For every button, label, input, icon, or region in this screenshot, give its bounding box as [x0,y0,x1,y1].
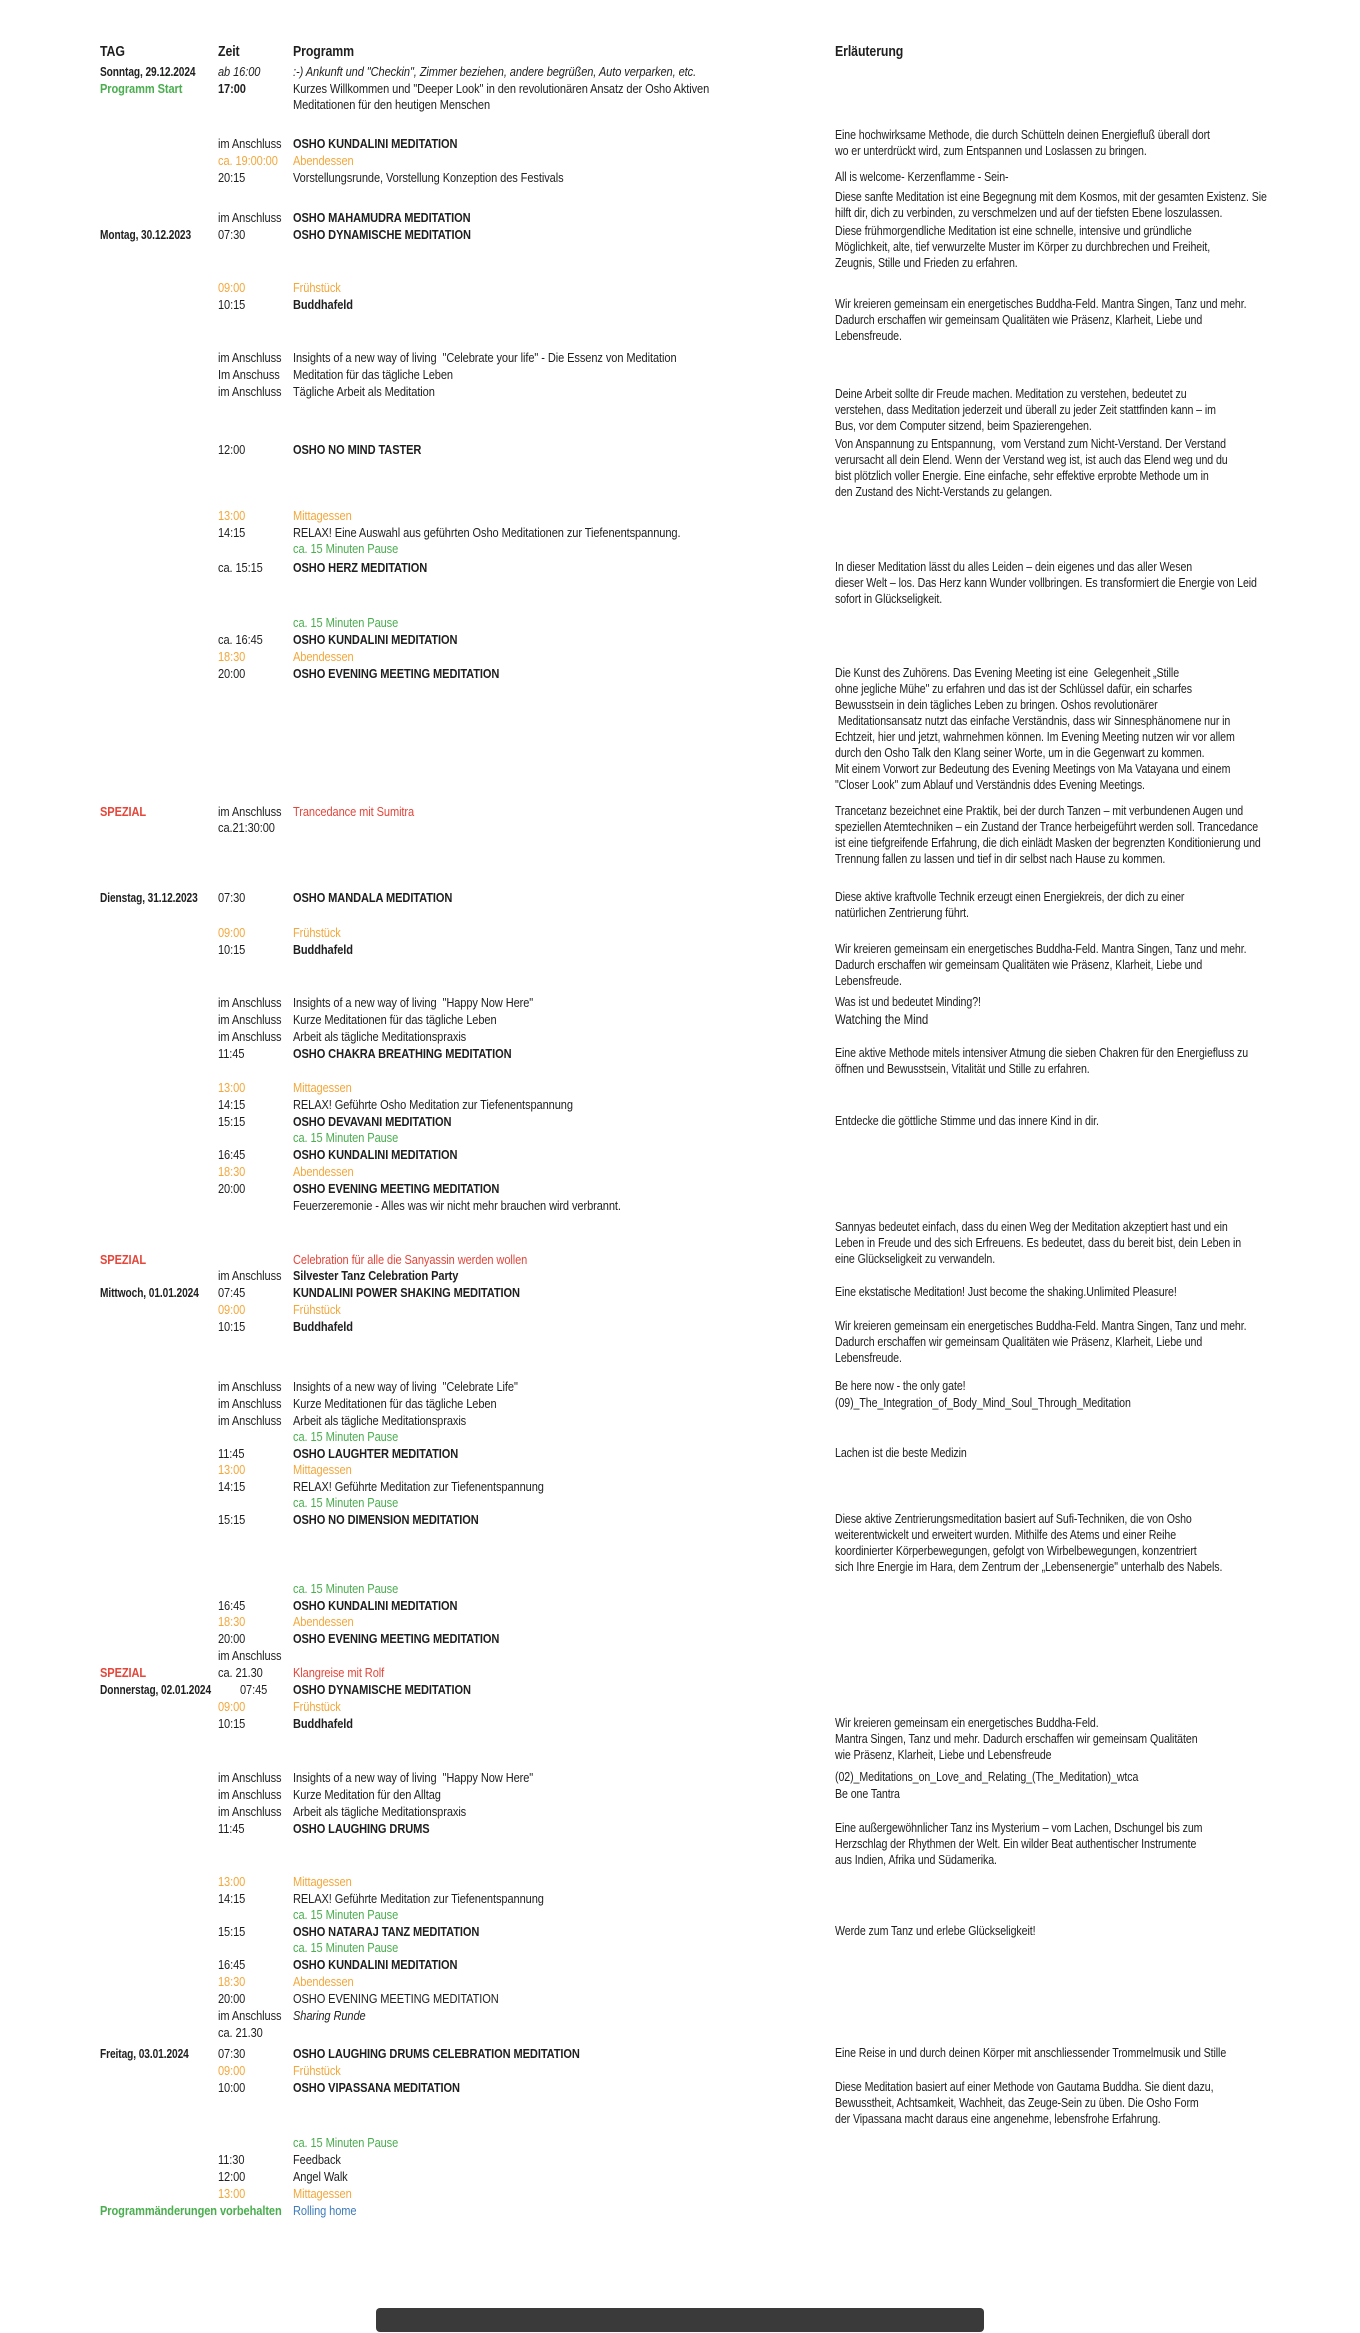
cell-program: OSHO DEVAVANI MEDITATION [293,1114,452,1129]
cell-erlaeuterung: bist plötzlich voller Energie. Eine einfache, sehr effektive erprobte Methode um in [835,469,1209,483]
cell-program: OSHO EVENING MEETING MEDITATION [293,666,500,681]
cell-time: 18:30 [218,1974,246,1989]
cell-erlaeuterung: Echtzeit, hier und jetzt, wahrnehmen können. Im Evening Meeting nutzen wir vor allem [835,730,1235,744]
cell-program: Mittagessen [293,1462,352,1477]
cell-erlaeuterung: Dadurch erschaffen wir gemeinsam Qualitäten wie Präsenz, Klarheit, Liebe und [835,958,1203,972]
cell-erlaeuterung: Wir kreieren gemeinsam ein energetisches Buddha-Feld. Mantra Singen, Tanz und mehr. [835,297,1247,311]
cell-program: Meditationen für den heutigen Menschen [293,97,491,112]
cell-program: Mittagessen [293,1874,352,1889]
cell-day: Programm Start [100,81,183,96]
cell-program: Insights of a new way of living "Celebrate your life" - Die Essenz von Meditation [293,350,677,365]
cell-time: im Anschluss [218,1804,282,1819]
cell-program: RELAX! Geführte Meditation zur Tiefenentspannung [293,1479,544,1494]
cell-program: Abendessen [293,1614,354,1629]
cell-time: 15:15 [218,1114,246,1129]
cell-time: 14:15 [218,1097,246,1112]
cell-time: 09:00 [218,2063,246,2078]
cell-program: Frühstück [293,925,341,940]
cell-program: OSHO EVENING MEETING MEDITATION [293,1631,500,1646]
cell-time: 17:00 [218,81,246,96]
cell-program: Insights of a new way of living "Happy Now Here" [293,995,534,1010]
cell-erlaeuterung: wie Präsenz, Klarheit, Liebe und Lebensfreude [835,1748,1052,1762]
cell-erlaeuterung: der Vipassana macht daraus eine angenehme, lebensfrohe Erfahrung. [835,2112,1161,2126]
cell-erlaeuterung: sofort in Glückseligkeit. [835,592,943,606]
cell-erlaeuterung: Be here now - the only gate! [835,1379,966,1393]
cell-erlaeuterung: Dadurch erschaffen wir gemeinsam Qualitäten wie Präsenz, Klarheit, Liebe und [835,313,1203,327]
cell-day: Freitag, 03.01.2024 [100,2046,189,2061]
cell-time: 11:30 [218,2152,245,2167]
cell-time: 07:45 [240,1682,268,1697]
column-header-tag: TAG [100,44,125,60]
cell-erlaeuterung: Von Anspannung zu Entspannung, vom Verstand zum Nicht-Verstand. Der Verstand [835,437,1226,451]
cell-time: 07:30 [218,890,246,905]
cell-time: 16:45 [218,1598,246,1613]
cell-erlaeuterung: Bewusstsein in dein tägliches Leben zu bringen. Oshos revolutionärer [835,698,1158,712]
cell-program: OSHO KUNDALINI MEDITATION [293,632,458,647]
cell-program: Insights of a new way of living "Celebrate Life" [293,1379,518,1394]
cell-program: Kurze Meditationen für das tägliche Leben [293,1396,497,1411]
cell-day: SPEZIAL [100,1252,147,1267]
cell-erlaeuterung: aus Indien, Afrika und Südamerika. [835,1853,997,1867]
cell-time: 18:30 [218,1164,246,1179]
cell-time: 14:15 [218,1479,246,1494]
cell-time: im Anschluss [218,1029,282,1044]
cell-time: 11:45 [218,1821,245,1836]
cell-erlaeuterung: verstehen, dass Meditation jederzeit und überall zu jeder Zeit stattfinden kann – im [835,403,1216,417]
cell-erlaeuterung: Diese frühmorgendliche Meditation ist eine schnelle, intensive und gründliche [835,224,1192,238]
cell-program: Frühstück [293,1302,341,1317]
cell-program: Celebration für alle die Sanyassin werden wollen [293,1252,528,1267]
cell-erlaeuterung: durch den Osho Talk den Klang seiner Worte, um in die Gegenwart zu kommen. [835,746,1205,760]
cell-erlaeuterung: Eine außergewöhnlicher Tanz ins Mysterium – vom Lachen, Dschungel bis zum [835,1821,1203,1835]
cell-program: RELAX! Eine Auswahl aus geführten Osho Meditationen zur Tiefenentspannung. [293,525,681,540]
cell-program: OSHO KUNDALINI MEDITATION [293,1147,458,1162]
cell-erlaeuterung: wo er unterdrückt wird, zum Entspannen und Loslassen zu bringen. [835,144,1147,158]
cell-erlaeuterung: Wir kreieren gemeinsam ein energetisches Buddha-Feld. Mantra Singen, Tanz und mehr. [835,942,1247,956]
cell-erlaeuterung: verursacht all dein Elend. Wenn der Verstand weg ist, ist auch das Elend weg und du [835,453,1228,467]
cell-program: ca. 15 Minuten Pause [293,1495,399,1510]
cell-program: Klangreise mit Rolf [293,1665,385,1680]
cell-erlaeuterung: Lebensfreude. [835,1351,902,1365]
cell-program: OSHO KUNDALINI MEDITATION [293,1957,458,1972]
cell-erlaeuterung: Bus, vor dem Computer sitzend, beim Spazierengehen. [835,419,1092,433]
cell-time: 16:45 [218,1147,246,1162]
cell-program: ca. 15 Minuten Pause [293,1581,399,1596]
cell-erlaeuterung: (02)_Meditations_on_Love_and_Relating_(The_Meditation)_wtca [835,1770,1139,1784]
cell-program: Frühstück [293,1699,341,1714]
cell-program: Buddhafeld [293,297,353,312]
cell-time: im Anschluss [218,350,282,365]
cell-erlaeuterung: Leben in Freude und des sich Erfreuens. Es bedeutet, dass du bereit bist, dein Leben in [835,1236,1242,1250]
cell-time: ca. 16:45 [218,632,263,647]
cell-time: 12:00 [218,442,246,457]
cell-time: ca. 15:15 [218,560,263,575]
cell-program: ca. 15 Minuten Pause [293,1429,399,1444]
bottom-bar [376,2308,984,2332]
cell-program: Frühstück [293,280,341,295]
cell-time: 13:00 [218,1462,246,1477]
cell-time: 09:00 [218,1302,246,1317]
cell-time: im Anschluss [218,136,282,151]
cell-program: Abendessen [293,1164,354,1179]
cell-day: Montag, 30.12.2023 [100,227,192,242]
cell-program: Silvester Tanz Celebration Party [293,1268,459,1283]
cell-time: 20:00 [218,1181,246,1196]
cell-time: 20:00 [218,1631,246,1646]
cell-program: OSHO LAUGHTER MEDITATION [293,1446,459,1461]
cell-program: Vorstellungsrunde, Vorstellung Konzeption des Festivals [293,170,564,185]
cell-erlaeuterung: Diese sanfte Meditation ist eine Begegnung mit dem Kosmos, mit der gesamten Existenz. Sie [835,190,1267,204]
cell-erlaeuterung: ohne jegliche Mühe" zu erfahren und das ist der Schlüssel dafür, ein scharfes [835,682,1192,696]
cell-program: Arbeit als tägliche Meditationspraxis [293,1804,467,1819]
cell-program: Rolling home [293,2203,357,2218]
cell-time: 11:45 [218,1446,245,1461]
cell-time: 18:30 [218,649,246,664]
cell-erlaeuterung: sich Ihre Energie im Hara, dem Zentrum der „Lebensenergie" unterhalb des Nabels. [835,1560,1223,1574]
cell-time: im Anschluss [218,995,282,1010]
cell-erlaeuterung: speziellen Atemtechniken – ein Zustand der Trance herbeigeführt werden soll. Trancedance [835,820,1259,834]
cell-program: OSHO HERZ MEDITATION [293,560,428,575]
cell-time: 11:45 [218,1046,245,1061]
cell-time: 10:00 [218,2080,246,2095]
cell-erlaeuterung: Wir kreieren gemeinsam ein energetisches Buddha-Feld. Mantra Singen, Tanz und mehr. [835,1319,1247,1333]
cell-program: OSHO NO MIND TASTER [293,442,422,457]
cell-program: Meditation für das tägliche Leben [293,367,453,382]
cell-program: OSHO DYNAMISCHE MEDITATION [293,227,471,242]
cell-erlaeuterung: Bewusstheit, Achtsamkeit, Wachheit, das Zeuge-Sein zu üben. Die Osho Form [835,2096,1199,2110]
cell-time: 18:30 [218,1614,246,1629]
cell-erlaeuterung: Möglichkeit, alte, tief verwurzelte Muster im Körper zu durchbrechen und Freiheit, [835,240,1211,254]
cell-time: im Anschluss [218,1413,282,1428]
cell-program: Angel Walk [293,2169,348,2184]
cell-time: 13:00 [218,1874,246,1889]
cell-time: 07:30 [218,227,246,242]
cell-time: im Anschluss [218,1396,282,1411]
cell-program: Mittagessen [293,508,352,523]
cell-time: im Anschluss [218,1379,282,1394]
cell-erlaeuterung: natürlichen Zentrierung führt. [835,906,969,920]
cell-time: 14:15 [218,525,246,540]
cell-program: OSHO EVENING MEETING MEDITATION [293,1181,500,1196]
cell-program: Arbeit als tägliche Meditationspraxis [293,1413,467,1428]
cell-program: Mittagessen [293,1080,352,1095]
cell-time: ca. 21.30 [218,2025,263,2040]
cell-erlaeuterung: Zeugnis, Stille und Frieden zu erfahren. [835,256,1018,270]
cell-erlaeuterung: dieser Welt – los. Das Herz kann Wunder vollbringen. Es transformiert die Energie von Leid [835,576,1257,590]
cell-day: Mittwoch, 01.01.2024 [100,1285,199,1300]
cell-program: OSHO LAUGHING DRUMS CELEBRATION MEDITATION [293,2046,580,2061]
cell-time: 10:15 [218,297,246,312]
cell-time: im Anschluss [218,1268,282,1283]
cell-time: ca. 19:00:00 [218,153,278,168]
cell-erlaeuterung: Lachen ist die beste Medizin [835,1446,967,1460]
cell-time: 15:15 [218,1512,246,1527]
cell-program: OSHO NO DIMENSION MEDITATION [293,1512,479,1527]
cell-time: 10:15 [218,1716,246,1731]
cell-erlaeuterung: Lebensfreude. [835,974,902,988]
cell-program: Mittagessen [293,2186,352,2201]
cell-erlaeuterung: Die Kunst des Zuhörens. Das Evening Meeting ist eine Gelegenheit „Stille [835,666,1180,680]
cell-time: im Anschluss [218,1787,282,1802]
cell-program: OSHO KUNDALINI MEDITATION [293,1598,458,1613]
cell-program: OSHO DYNAMISCHE MEDITATION [293,1682,471,1697]
cell-program: Abendessen [293,153,354,168]
cell-time: im Anschluss [218,1648,282,1663]
cell-time: 09:00 [218,925,246,940]
cell-erlaeuterung: In dieser Meditation lässt du alles Leiden – dein eigenes und das aller Wesen [835,560,1193,574]
cell-program: OSHO CHAKRA BREATHING MEDITATION [293,1046,512,1061]
cell-time: im Anschluss [218,1012,282,1027]
cell-time: im Anschluss [218,1770,282,1785]
cell-erlaeuterung: Dadurch erschaffen wir gemeinsam Qualitäten wie Präsenz, Klarheit, Liebe und [835,1335,1203,1349]
cell-erlaeuterung: Wir kreieren gemeinsam ein energetisches Buddha-Feld. [835,1716,1099,1730]
column-header-zeit: Zeit [218,44,240,60]
cell-program: Tägliche Arbeit als Meditation [293,384,435,399]
cell-program: Buddhafeld [293,942,353,957]
cell-erlaeuterung: Be one Tantra [835,1787,900,1801]
cell-time: 20:15 [218,170,246,185]
cell-erlaeuterung: hilft dir, dich zu verbinden, zu verschmelzen und auf der tiefsten Ebene loszulassen. [835,206,1223,220]
cell-program: Sharing Runde [293,2008,366,2023]
cell-erlaeuterung: (09)_The_Integration_of_Body_Mind_Soul_Through_Meditation [835,1396,1131,1410]
cell-erlaeuterung: den Zustand des Nicht-Verstands zu gelangen. [835,485,1053,499]
cell-program: ca. 15 Minuten Pause [293,1907,399,1922]
column-header-erl: Erläuterung [835,44,904,60]
cell-time: im Anschluss [218,2008,282,2023]
cell-time: 16:45 [218,1957,246,1972]
cell-program: Buddhafeld [293,1716,353,1731]
cell-erlaeuterung: All is welcome- Kerzenflamme - Sein- [835,170,1009,184]
cell-time: 15:15 [218,1924,246,1939]
cell-erlaeuterung: Mantra Singen, Tanz und mehr. Dadurch erschaffen wir gemeinsam Qualitäten [835,1732,1198,1746]
cell-program: ca. 15 Minuten Pause [293,615,399,630]
cell-program: Feuerzeremonie - Alles was wir nicht mehr brauchen wird verbrannt. [293,1198,621,1213]
cell-erlaeuterung: Entdecke die göttliche Stimme und das innere Kind in dir. [835,1114,1099,1128]
cell-program: ca. 15 Minuten Pause [293,541,399,556]
cell-time: im Anschluss [218,804,282,819]
cell-erlaeuterung: Lebensfreude. [835,329,902,343]
cell-program: KUNDALINI POWER SHAKING MEDITATION [293,1285,520,1300]
cell-program: Abendessen [293,1974,354,1989]
cell-erlaeuterung: eine Glückseligkeit zu verwandeln. [835,1252,996,1266]
cell-erlaeuterung: koordinierter Körperbewegungen, gefolgt von Wirbelbewegungen, konzentriert [835,1544,1197,1558]
cell-time: im Anschluss [218,210,282,225]
cell-time: 10:15 [218,942,246,957]
cell-program: ca. 15 Minuten Pause [293,1940,399,1955]
cell-time: 20:00 [218,666,246,681]
cell-program: RELAX! Geführte Meditation zur Tiefenentspannung [293,1891,544,1906]
cell-day: Sonntag, 29.12.2024 [100,64,196,79]
cell-erlaeuterung: Deine Arbeit sollte dir Freude machen. Meditation zu verstehen, bedeutet zu [835,387,1187,401]
cell-time: 13:00 [218,2186,246,2201]
cell-program: ca. 15 Minuten Pause [293,1130,399,1145]
cell-program: Kurzes Willkommen und "Deeper Look" in den revolutionären Ansatz der Osho Aktiven [293,81,710,96]
cell-erlaeuterung: Trennung fallen zu lassen und tief in dir selbst nach Hause zu kommen. [835,852,1166,866]
cell-erlaeuterung: Diese Meditation basiert auf einer Methode von Gautama Buddha. Sie dient dazu, [835,2080,1214,2094]
cell-program: :-) Ankunft und "Checkin", Zimmer beziehen, andere begrüßen, Auto verparken, etc. [293,64,697,79]
cell-time: ab 16:00 [218,64,261,79]
cell-program: OSHO LAUGHING DRUMS [293,1821,430,1836]
cell-erlaeuterung: weiterentwickelt und erweitert wurden. Mithilfe des Atems und einer Reihe [835,1528,1177,1542]
cell-program: Frühstück [293,2063,341,2078]
cell-time: 14:15 [218,1891,246,1906]
cell-day: Dienstag, 31.12.2023 [100,890,198,905]
cell-erlaeuterung: öffnen und Bewusstsein, Vitalität und Stille zu erfahren. [835,1062,1090,1076]
cell-erlaeuterung: "Closer Look" zum Ablauf und Verständnis ddes Evening Meetings. [835,778,1145,792]
cell-program: Feedback [293,2152,341,2167]
cell-day: Programmänderungen vorbehalten [100,2203,282,2218]
cell-program: Kurze Meditationen für das tägliche Leben [293,1012,497,1027]
cell-erlaeuterung: Herzschlag der Rhythmen der Welt. Ein wilder Beat authentischer Instrumente [835,1837,1197,1851]
cell-time: ca. 21.30 [218,1665,263,1680]
cell-time: 09:00 [218,280,246,295]
cell-time: 10:15 [218,1319,246,1334]
cell-program: OSHO MANDALA MEDITATION [293,890,453,905]
cell-time: 07:45 [218,1285,246,1300]
cell-erlaeuterung: Eine Reise in und durch deinen Körper mit anschliessender Trommelmusik und Stille [835,2046,1227,2060]
cell-program: OSHO EVENING MEETING MEDITATION [293,1991,499,2006]
cell-erlaeuterung: Mit einem Vorwort zur Bedeutung des Evening Meetings von Ma Vatayana und einem [835,762,1231,776]
cell-erlaeuterung: Meditationsansatz nutzt das einfache Verständnis, dass wir Sinnesphänomene nur in [835,714,1231,728]
cell-day: SPEZIAL [100,804,147,819]
cell-erlaeuterung: Eine aktive Methode mitels intensiver Atmung die sieben Chakren für den Energiefluss zu [835,1046,1249,1060]
column-header-programm: Programm [293,44,354,60]
cell-program: Insights of a new way of living "Happy Now Here" [293,1770,534,1785]
cell-erlaeuterung: Sannyas bedeutet einfach, dass du einen Weg der Meditation akzeptiert hast und ein [835,1220,1228,1234]
cell-time: Im Anschuss [218,367,280,382]
cell-erlaeuterung: ist eine tiefgreifende Erfahrung, die dich einlädt Masken der begrenzten Konditionierung und [835,836,1261,850]
cell-erlaeuterung: Eine ekstatische Meditation! Just become the shaking.Unlimited Pleasure! [835,1285,1177,1299]
cell-time: 13:00 [218,508,246,523]
cell-program: OSHO MAHAMUDRA MEDITATION [293,210,471,225]
cell-program: OSHO NATARAJ TANZ MEDITATION [293,1924,480,1939]
cell-day: SPEZIAL [100,1665,147,1680]
cell-time: 13:00 [218,1080,246,1095]
cell-erlaeuterung: Eine hochwirksame Methode, die durch Schütteln deinen Energiefluß überall dort [835,128,1210,142]
cell-time: 20:00 [218,1991,246,2006]
cell-program: Buddhafeld [293,1319,353,1334]
cell-program: OSHO VIPASSANA MEDITATION [293,2080,460,2095]
cell-program: Kurze Meditation für den Alltag [293,1787,441,1802]
cell-erlaeuterung: Werde zum Tanz und erlebe Glückseligkeit! [835,1924,1036,1938]
cell-time: 12:00 [218,2169,246,2184]
cell-program: ca. 15 Minuten Pause [293,2135,399,2150]
cell-erlaeuterung: Watching the Mind [835,1012,929,1027]
cell-erlaeuterung: Was ist und bedeutet Minding?! [835,995,981,1009]
cell-time: 09:00 [218,1699,246,1714]
cell-program: RELAX! Geführte Osho Meditation zur Tiefenentspannung [293,1097,573,1112]
cell-day: Donnerstag, 02.01.2024 [100,1682,212,1697]
cell-time: im Anschluss [218,384,282,399]
cell-erlaeuterung: Trancetanz bezeichnet eine Praktik, bei der durch Tanzen – mit verbundenen Augen und [835,804,1244,818]
cell-time: 07:30 [218,2046,246,2061]
cell-program: OSHO KUNDALINI MEDITATION [293,136,458,151]
cell-erlaeuterung: Diese aktive kraftvolle Technik erzeugt einen Energiekreis, der dich zu einer [835,890,1185,904]
cell-program: Abendessen [293,649,354,664]
cell-time: ca.21:30:00 [218,820,275,835]
cell-program: Arbeit als tägliche Meditationspraxis [293,1029,467,1044]
cell-program: Trancedance mit Sumitra [293,804,415,819]
cell-erlaeuterung: Diese aktive Zentrierungsmeditation basiert auf Sufi-Techniken, die von Osho [835,1512,1192,1526]
